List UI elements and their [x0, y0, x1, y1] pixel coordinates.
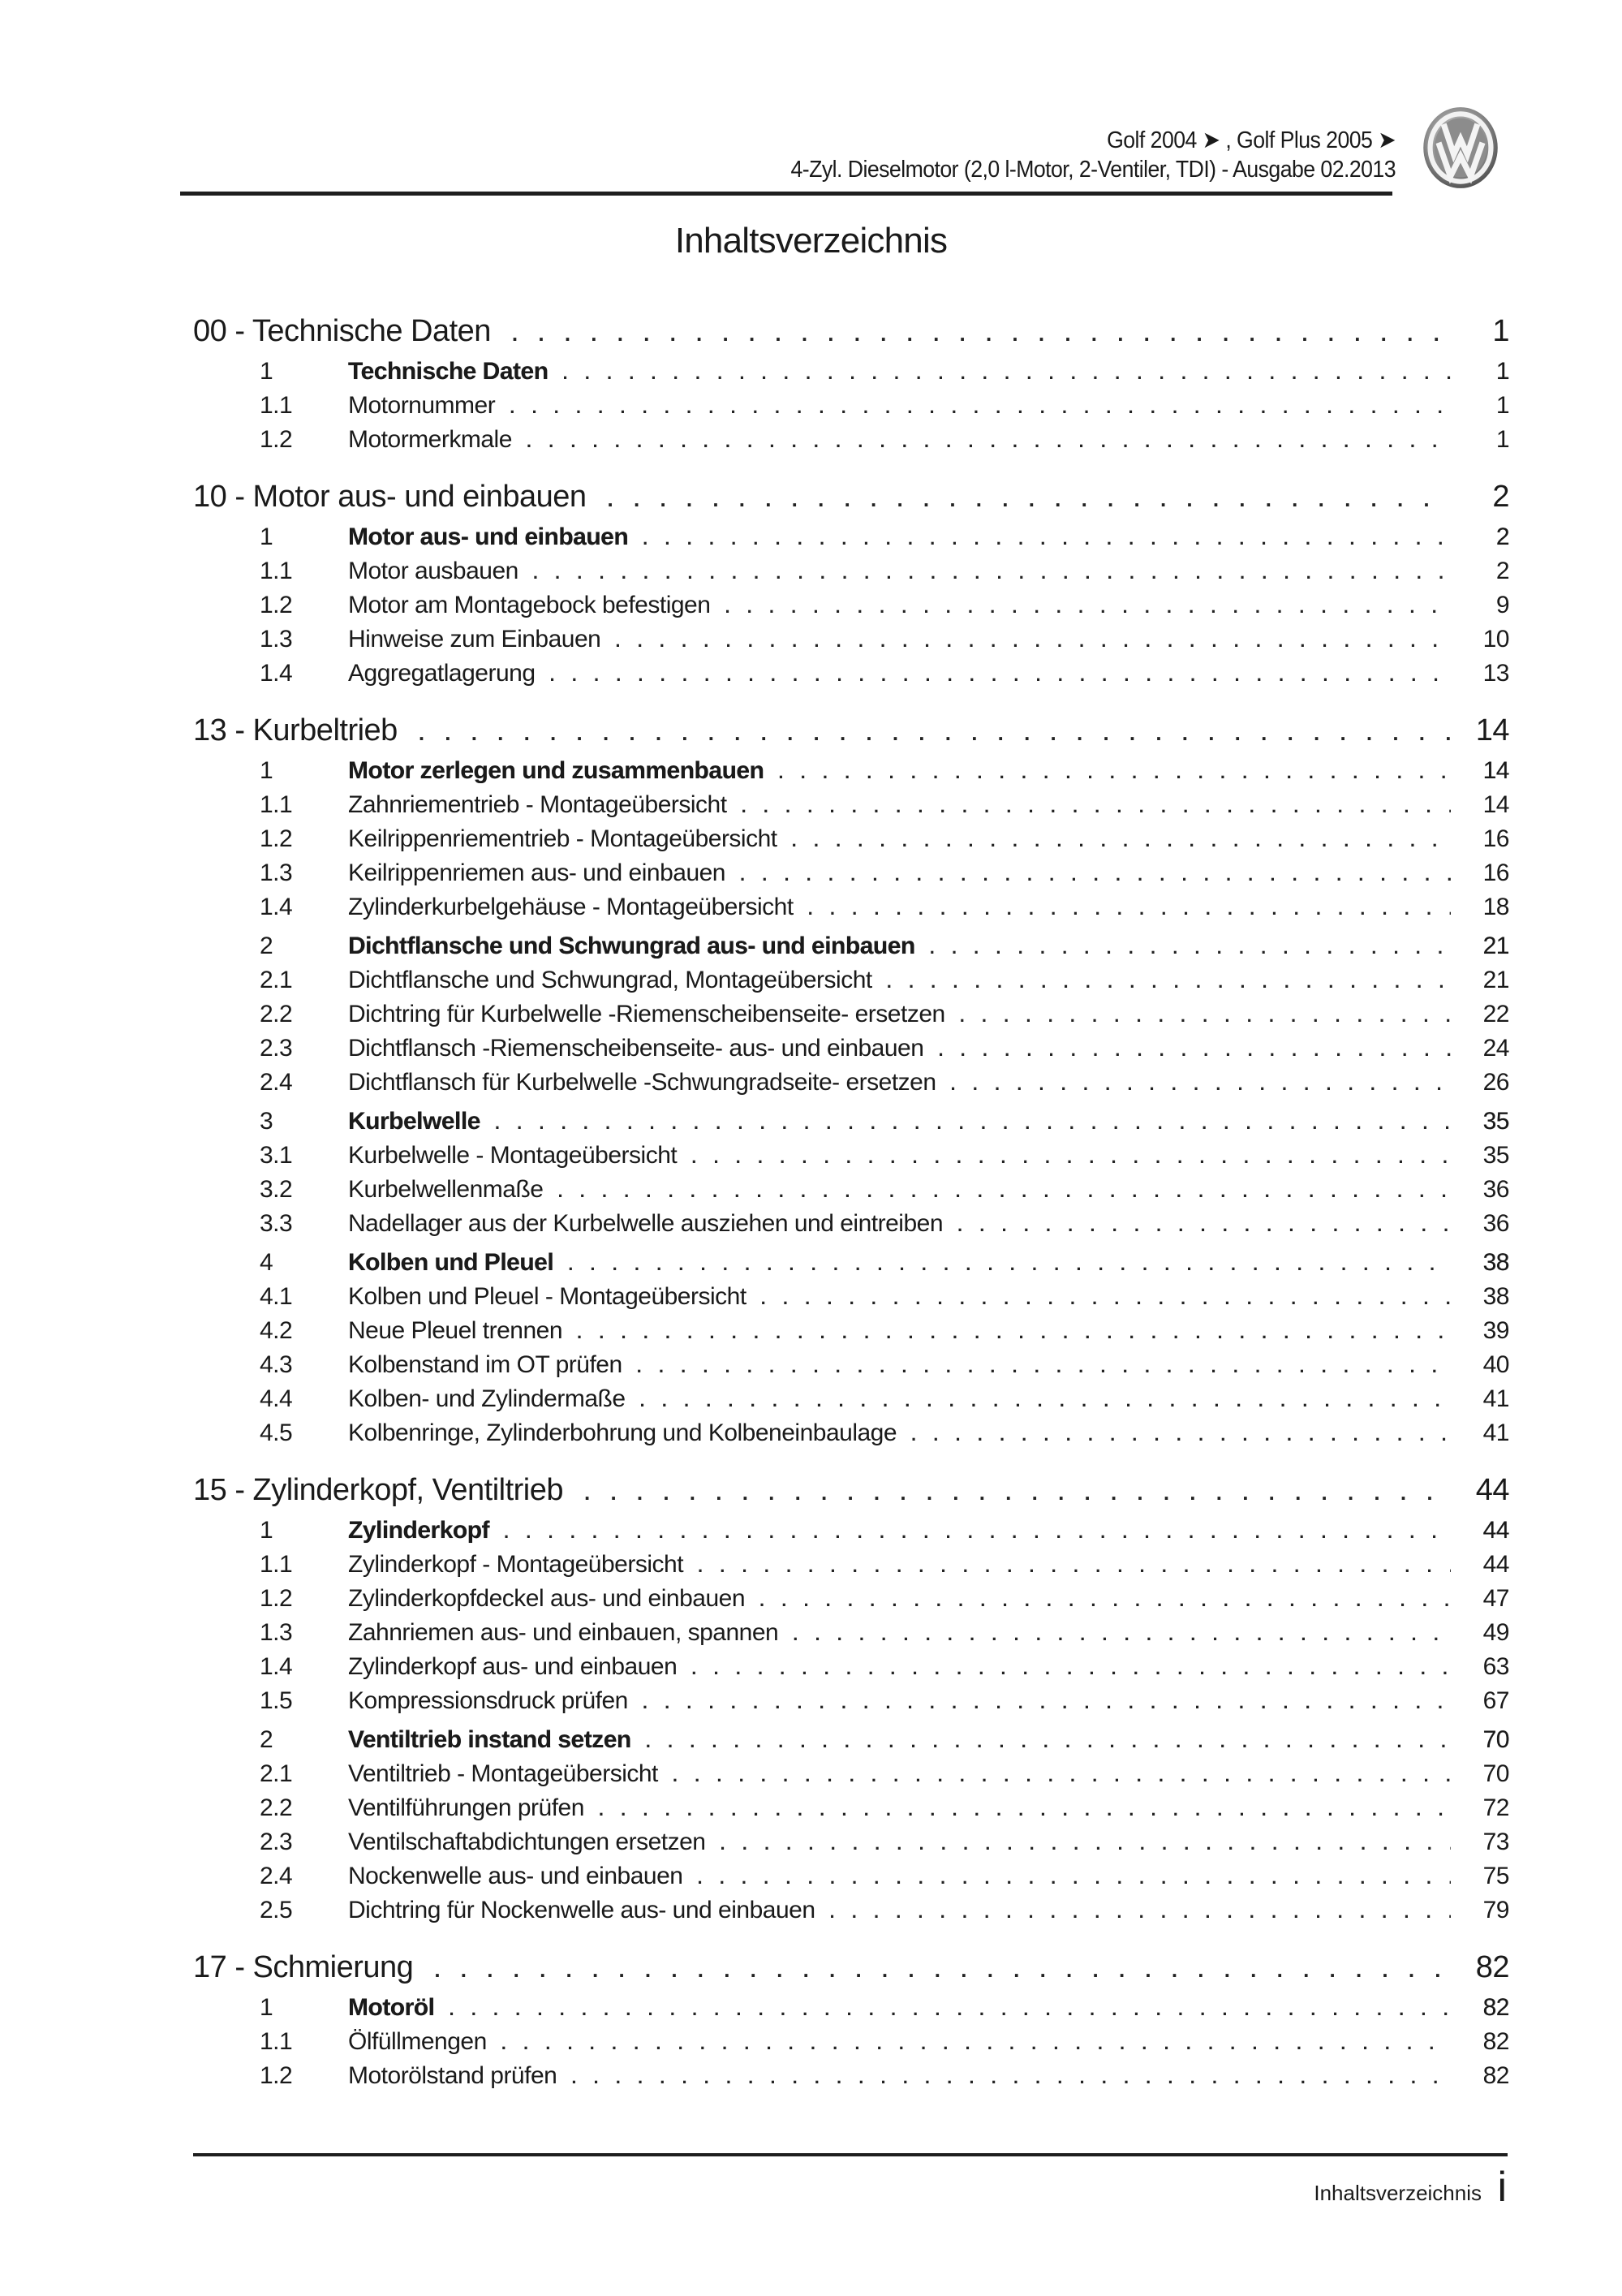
toc-subsection[interactable]: [193, 423, 1509, 457]
entry-title[interactable]: Motor zerlegen und zusammenbauen: [348, 757, 764, 784]
entry-title[interactable]: Zylinderkurbelgehäuse - Montageübersicht: [348, 894, 794, 920]
dot-leader: [673, 1759, 1451, 1791]
entry-title[interactable]: 00 - Technische Daten: [193, 314, 491, 348]
entry-title[interactable]: Dichtflansch für Kurbelwelle -Schwungradseite- ersetzen: [348, 1069, 936, 1096]
entry-title[interactable]: Kompressionsdruck prüfen: [348, 1687, 628, 1714]
dot-leader: [577, 1316, 1451, 1348]
toc-chapter[interactable]: [193, 478, 1509, 515]
entry-page-number[interactable]: 79: [1482, 1897, 1509, 1923]
entry-title[interactable]: Zylinderkopf: [348, 1517, 490, 1544]
entry-title[interactable]: Kolben und Pleuel: [348, 1249, 554, 1276]
entry-page-number[interactable]: 35: [1482, 1108, 1509, 1135]
entry-title[interactable]: Hinweise zum Einbauen: [348, 626, 601, 653]
dot-leader: [830, 1895, 1451, 1928]
entry-number: 1.2: [260, 592, 293, 618]
toc-subsection[interactable]: [193, 554, 1509, 588]
toc-section[interactable]: [193, 1723, 1509, 1757]
document-header: [0, 126, 1396, 184]
entry-page-number[interactable]: 1: [1495, 426, 1509, 453]
dot-leader: [501, 2027, 1451, 2059]
entry-title[interactable]: Dichtflansch -Riemenscheibenseite- aus- und einbauen: [348, 1035, 924, 1062]
entry-number: 1.1: [260, 558, 293, 584]
dot-leader: [938, 1033, 1451, 1066]
entry-page-number[interactable]: 72: [1482, 1794, 1509, 1821]
header-rule: [180, 192, 1392, 196]
dot-leader: [584, 1474, 1451, 1509]
entry-page-number[interactable]: 82: [1482, 2028, 1509, 2055]
dot-leader: [608, 480, 1451, 515]
dot-leader: [951, 1067, 1451, 1100]
toc-subsection[interactable]: [193, 2025, 1509, 2059]
entry-number: 2.1: [260, 967, 293, 993]
entry-number: 1.2: [260, 825, 293, 852]
toc-section[interactable]: [193, 929, 1509, 963]
entry-number: 2: [260, 933, 273, 959]
entry-page-number[interactable]: 41: [1482, 1419, 1509, 1446]
toc-section[interactable]: [193, 355, 1509, 389]
entry-title[interactable]: Keilrippenriemen aus- und einbauen: [348, 859, 725, 886]
toc-subsection[interactable]: [193, 788, 1509, 822]
footer-page-number: i: [1497, 2164, 1507, 2211]
entry-number: 4: [260, 1249, 273, 1276]
entry-page-number[interactable]: 63: [1482, 1653, 1509, 1680]
toc-section[interactable]: [193, 1246, 1509, 1280]
entry-number: 2.2: [260, 1001, 293, 1027]
entry-title[interactable]: Motorölstand prüfen: [348, 2062, 557, 2089]
dot-leader: [691, 1652, 1451, 1684]
toc-subsection[interactable]: [193, 1616, 1509, 1650]
entry-page-number[interactable]: 16: [1482, 859, 1509, 886]
toc-subsection[interactable]: [193, 2059, 1509, 2093]
entry-title[interactable]: Zahnriementrieb - Montageübersicht: [348, 791, 727, 818]
toc-subsection[interactable]: [193, 657, 1509, 691]
entry-number: 1.2: [260, 1585, 293, 1612]
toc-subsection[interactable]: [193, 389, 1509, 423]
toc-section[interactable]: [193, 1514, 1509, 1548]
toc-subsection[interactable]: [193, 588, 1509, 622]
entry-number: 1.1: [260, 2028, 293, 2055]
footer-rule: [193, 2153, 1508, 2156]
dot-leader: [512, 315, 1451, 350]
dot-leader: [449, 1992, 1451, 2025]
dot-leader: [793, 1618, 1451, 1650]
dot-leader: [691, 1140, 1451, 1173]
entry-page-number[interactable]: 26: [1482, 1069, 1509, 1096]
dot-leader: [887, 965, 1451, 997]
entry-number: 1.4: [260, 1653, 293, 1680]
toc-subsection[interactable]: [193, 1032, 1509, 1066]
entry-title[interactable]: 13 - Kurbeltrieb: [193, 713, 398, 747]
dot-leader: [504, 1515, 1451, 1548]
dot-leader: [637, 1350, 1451, 1382]
entry-number: 1.3: [260, 859, 293, 886]
dot-leader: [557, 1174, 1451, 1207]
dot-leader: [740, 858, 1451, 890]
entry-title[interactable]: Neue Pleuel trennen: [348, 1317, 563, 1344]
entry-title[interactable]: Ventiltrieb instand setzen: [348, 1726, 631, 1753]
toc-subsection[interactable]: [193, 1859, 1509, 1893]
dot-leader: [778, 756, 1451, 788]
dot-leader: [419, 714, 1451, 749]
entry-title[interactable]: Ventilschaftabdichtungen ersetzen: [348, 1829, 706, 1855]
entry-title[interactable]: Kolben und Pleuel - Montageübersicht: [348, 1283, 746, 1310]
toc-subsection[interactable]: [193, 1280, 1509, 1314]
toc-subsection[interactable]: [193, 1548, 1509, 1582]
entry-page-number[interactable]: 75: [1482, 1863, 1509, 1889]
entry-title[interactable]: Kolbenstand im OT prüfen: [348, 1351, 622, 1378]
toc-subsection[interactable]: [193, 856, 1509, 890]
entry-page-number[interactable]: 16: [1482, 825, 1509, 852]
dot-leader: [698, 1549, 1451, 1582]
dot-leader: [510, 390, 1451, 423]
entry-number: 1.3: [260, 626, 293, 653]
entry-page-number[interactable]: 67: [1482, 1687, 1509, 1714]
entry-title[interactable]: 10 - Motor aus- und einbauen: [193, 480, 587, 514]
toc-subsection[interactable]: [193, 1893, 1509, 1928]
entry-page-number[interactable]: 70: [1482, 1726, 1509, 1753]
dot-leader: [957, 1208, 1451, 1241]
entry-number: 1.4: [260, 660, 293, 687]
dot-leader: [930, 931, 1451, 963]
entry-number: 1.2: [260, 2062, 293, 2089]
dot-leader: [742, 790, 1451, 822]
entry-page-number[interactable]: 2: [1492, 480, 1509, 514]
table-of-contents: [193, 312, 1509, 2093]
entry-title[interactable]: Zahnriemen aus- und einbauen, spannen: [348, 1619, 779, 1646]
toc-subsection[interactable]: [193, 1582, 1509, 1616]
entry-page-number[interactable]: 39: [1482, 1317, 1509, 1344]
toc-subsection[interactable]: [193, 1791, 1509, 1825]
toc-section[interactable]: [193, 1105, 1509, 1139]
toc-subsection[interactable]: [193, 963, 1509, 997]
entry-number: 1: [260, 1517, 273, 1544]
entry-title[interactable]: Kurbelwelle - Montageübersicht: [348, 1142, 678, 1169]
entry-page-number[interactable]: 18: [1482, 894, 1509, 920]
entry-number: 3.3: [260, 1210, 293, 1237]
toc-section[interactable]: [193, 520, 1509, 554]
entry-number: 1.4: [260, 894, 293, 920]
entry-page-number[interactable]: 44: [1482, 1517, 1509, 1544]
entry-title[interactable]: 15 - Zylinderkopf, Ventiltrieb: [193, 1473, 564, 1507]
entry-page-number[interactable]: 73: [1482, 1829, 1509, 1855]
entry-page-number[interactable]: 49: [1482, 1619, 1509, 1646]
entry-number: 4.1: [260, 1283, 293, 1310]
entry-page-number[interactable]: 13: [1482, 660, 1509, 687]
entry-title[interactable]: Zylinderkopfdeckel aus- und einbauen: [348, 1585, 745, 1612]
entry-number: 2: [260, 1726, 273, 1753]
entry-page-number[interactable]: 2: [1495, 523, 1509, 550]
toc-chapter[interactable]: [193, 312, 1509, 350]
entry-number: 1: [260, 1994, 273, 2021]
vw-logo-icon: [1418, 106, 1503, 190]
dot-leader: [550, 658, 1451, 691]
entry-page-number[interactable]: 24: [1482, 1035, 1509, 1062]
toc-subsection[interactable]: [193, 1650, 1509, 1684]
entry-number: 3.1: [260, 1142, 293, 1169]
entry-title[interactable]: Motor aus- und einbauen: [348, 523, 629, 550]
entry-page-number[interactable]: 1: [1495, 392, 1509, 419]
entry-title[interactable]: Nockenwelle aus- und einbauen: [348, 1863, 683, 1889]
dot-leader: [808, 892, 1451, 924]
entry-page-number[interactable]: 2: [1495, 558, 1509, 584]
dot-leader: [571, 2061, 1451, 2093]
vehicle-models: Golf 2004 ➤ , Golf Plus 2005 ➤: [1107, 127, 1396, 153]
toc-chapter[interactable]: [193, 1949, 1509, 1986]
entry-title[interactable]: Kurbelwellenmaße: [348, 1176, 544, 1203]
entry-title[interactable]: Motormerkmale: [348, 426, 512, 453]
dot-leader: [563, 356, 1451, 389]
dot-leader: [527, 424, 1451, 457]
entry-title[interactable]: Ölfüllmengen: [348, 2028, 487, 2055]
entry-page-number[interactable]: 41: [1482, 1385, 1509, 1412]
entry-title[interactable]: Ventilführungen prüfen: [348, 1794, 584, 1821]
entry-number: 4.5: [260, 1419, 293, 1446]
entry-title[interactable]: Ventiltrieb - Montageübersicht: [348, 1760, 658, 1787]
dot-leader: [759, 1583, 1451, 1616]
entry-number: 1.3: [260, 1619, 293, 1646]
entry-number: 1.1: [260, 791, 293, 818]
entry-title[interactable]: Zylinderkopf - Montageübersicht: [348, 1551, 684, 1578]
entry-number: 3.2: [260, 1176, 293, 1203]
entry-number: 1: [260, 523, 273, 550]
entry-title[interactable]: Kolben- und Zylindermaße: [348, 1385, 626, 1412]
toc-subsection[interactable]: [193, 1382, 1509, 1416]
entry-number: 2.3: [260, 1035, 293, 1062]
entry-title[interactable]: Dichtring für Kurbelwelle -Riemenscheibenseite- ersetzen: [348, 1001, 945, 1027]
entry-number: 1.5: [260, 1687, 293, 1714]
dot-leader: [615, 624, 1451, 657]
entry-number: 1.2: [260, 426, 293, 453]
entry-page-number[interactable]: 21: [1482, 933, 1509, 959]
entry-number: 4.4: [260, 1385, 293, 1412]
entry-page-number[interactable]: 1: [1495, 358, 1509, 385]
entry-number: 4.3: [260, 1351, 293, 1378]
toc-subsection[interactable]: [193, 1825, 1509, 1859]
entry-number: 3: [260, 1108, 273, 1135]
toc-subsection[interactable]: [193, 1348, 1509, 1382]
dot-leader: [646, 1725, 1451, 1757]
toc-subsection[interactable]: [193, 890, 1509, 924]
entry-title[interactable]: 17 - Schmierung: [193, 1950, 414, 1984]
entry-number: 4.2: [260, 1317, 293, 1344]
entry-page-number[interactable]: 38: [1482, 1249, 1509, 1276]
entry-page-number[interactable]: 82: [1482, 1994, 1509, 2021]
dot-leader: [960, 999, 1451, 1032]
entry-number: 2.4: [260, 1863, 293, 1889]
entry-page-number[interactable]: 1: [1492, 314, 1509, 348]
entry-number: 1.1: [260, 392, 293, 419]
entry-page-number[interactable]: 14: [1482, 791, 1509, 818]
toc-subsection[interactable]: [193, 622, 1509, 657]
entry-title[interactable]: Motoröl: [348, 1994, 435, 2021]
toc-subsection[interactable]: [193, 1684, 1509, 1718]
engine-edition: 4-Zyl. Dieselmotor (2,0 l-Motor, 2-Ventiler, TDI) - Ausgabe 02.2013: [790, 157, 1396, 183]
entry-title[interactable]: Dichtflansche und Schwungrad aus- und einbauen: [348, 933, 915, 959]
toc-section[interactable]: [193, 1991, 1509, 2025]
entry-page-number[interactable]: 35: [1482, 1142, 1509, 1169]
entry-page-number[interactable]: 36: [1482, 1210, 1509, 1237]
entry-number: 2.3: [260, 1829, 293, 1855]
entry-title[interactable]: Dichtring für Nockenwelle aus- und einbauen: [348, 1897, 815, 1923]
toc-subsection[interactable]: [193, 997, 1509, 1032]
entry-title[interactable]: Kolbenringe, Zylinderbohrung und Kolbeneinbaulage: [348, 1419, 897, 1446]
page-title: Inhaltsverzeichnis: [674, 221, 948, 261]
dot-leader: [643, 522, 1451, 554]
toc-subsection[interactable]: [193, 1757, 1509, 1791]
entry-number: 1: [260, 757, 273, 784]
entry-number: 1.1: [260, 1551, 293, 1578]
entry-title[interactable]: Motor ausbauen: [348, 558, 518, 584]
entry-page-number[interactable]: 21: [1482, 967, 1509, 993]
dot-leader: [640, 1384, 1451, 1416]
entry-page-number[interactable]: 9: [1495, 592, 1509, 618]
toc-subsection[interactable]: [193, 1139, 1509, 1173]
entry-title[interactable]: Zylinderkopf aus- und einbauen: [348, 1653, 678, 1680]
toc-subsection[interactable]: [193, 1207, 1509, 1241]
entry-page-number[interactable]: 82: [1475, 1950, 1509, 1984]
footer-label: Inhaltsverzeichnis: [1314, 2181, 1482, 2205]
toc-subsection[interactable]: [193, 822, 1509, 856]
dot-leader: [568, 1247, 1451, 1280]
entry-title[interactable]: Keilrippenriementrieb - Montageübersicht: [348, 825, 777, 852]
dot-leader: [697, 1861, 1451, 1893]
entry-title[interactable]: Nadellager aus der Kurbelwelle ausziehen und eintreiben: [348, 1210, 944, 1237]
entry-title[interactable]: Technische Daten: [348, 358, 549, 385]
entry-page-number[interactable]: 10: [1482, 626, 1509, 653]
toc-chapter[interactable]: [193, 712, 1509, 749]
toc-chapter[interactable]: [193, 1471, 1509, 1509]
toc-subsection[interactable]: [193, 1066, 1509, 1100]
entry-title[interactable]: Aggregatlagerung: [348, 660, 536, 687]
entry-page-number[interactable]: 47: [1482, 1585, 1509, 1612]
dot-leader: [533, 556, 1451, 588]
entry-title[interactable]: Kurbelwelle: [348, 1108, 480, 1135]
entry-title[interactable]: Motornummer: [348, 392, 496, 419]
entry-page-number[interactable]: 44: [1475, 1473, 1509, 1507]
toc-subsection[interactable]: [193, 1314, 1509, 1348]
dot-leader: [495, 1106, 1451, 1139]
toc-subsection[interactable]: [193, 1173, 1509, 1207]
entry-page-number[interactable]: 14: [1482, 757, 1509, 784]
entry-number: 2.2: [260, 1794, 293, 1821]
dot-leader: [725, 590, 1451, 622]
entry-page-number[interactable]: 14: [1475, 713, 1509, 747]
entry-number: 2.5: [260, 1897, 293, 1923]
toc-subsection[interactable]: [193, 1416, 1509, 1450]
entry-title[interactable]: Dichtflansche und Schwungrad, Montageübersicht: [348, 967, 872, 993]
dot-leader: [643, 1686, 1451, 1718]
entry-page-number[interactable]: 22: [1482, 1001, 1509, 1027]
dot-leader: [434, 1951, 1451, 1986]
entry-page-number[interactable]: 44: [1482, 1551, 1509, 1578]
dot-leader: [792, 824, 1451, 856]
dot-leader: [911, 1418, 1451, 1450]
entry-number: 1: [260, 358, 273, 385]
toc-section[interactable]: [193, 754, 1509, 788]
entry-number: 2.1: [260, 1760, 293, 1787]
dot-leader: [721, 1827, 1452, 1859]
entry-title[interactable]: Motor am Montagebock befestigen: [348, 592, 711, 618]
dot-leader: [761, 1282, 1451, 1314]
dot-leader: [599, 1793, 1451, 1825]
entry-number: 2.4: [260, 1069, 293, 1096]
entry-page-number[interactable]: 36: [1482, 1176, 1509, 1203]
entry-page-number[interactable]: 38: [1482, 1283, 1509, 1310]
entry-page-number[interactable]: 70: [1482, 1760, 1509, 1787]
entry-page-number[interactable]: 82: [1482, 2062, 1509, 2089]
entry-page-number[interactable]: 40: [1482, 1351, 1509, 1378]
